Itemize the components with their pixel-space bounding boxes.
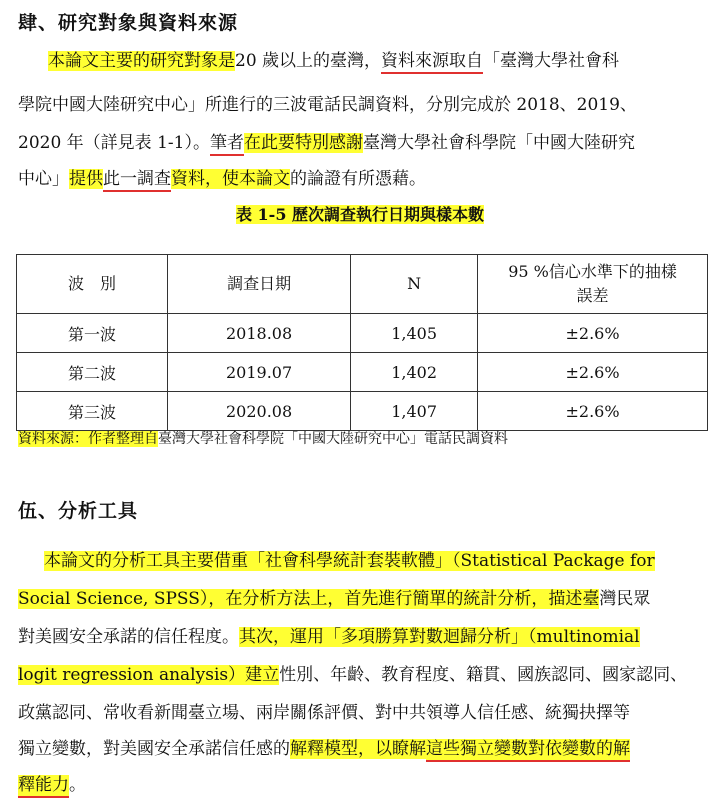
cell-n: 1,405 bbox=[351, 314, 478, 353]
table-row bbox=[17, 314, 708, 353]
text-run: 解釋模型，以瞭解 bbox=[290, 739, 426, 759]
text-run: 學院中國大陸研究中心」所進行的三波電話民調資料，分別完成於 2018、2019、 bbox=[18, 95, 637, 115]
cell-wave: 第二波 bbox=[17, 353, 168, 392]
text-run: 筆者 bbox=[210, 133, 244, 156]
text-run: 臺灣大學社會科學院「中國大陸研究中心」電話民調資料 bbox=[158, 431, 508, 447]
text-run: 獨立變數，對美國安全承諾信任感的 bbox=[18, 739, 290, 759]
cell-n: 1,407 bbox=[351, 392, 478, 431]
text-run: 灣民眾 bbox=[599, 589, 651, 609]
cell-error: ±2.6% bbox=[478, 353, 708, 392]
cell-wave: 第一波 bbox=[17, 314, 168, 353]
survey-table bbox=[16, 254, 708, 431]
cell-wave: 第三波 bbox=[17, 392, 168, 431]
text-run: 的論證有所憑藉。 bbox=[290, 169, 426, 189]
text-run: 20 歲以上的臺灣， bbox=[235, 51, 382, 71]
section-5-heading: 伍、分析工具 bbox=[18, 500, 139, 522]
text-run: 資料，使本論文 bbox=[171, 169, 290, 189]
text-run: 本論文的分析工具主要借重「社會科學統計套裝軟體」（Statistical Package for bbox=[44, 551, 655, 571]
cell-n: 1,402 bbox=[351, 353, 478, 392]
cell-date: 2018.08 bbox=[167, 314, 350, 353]
text-run: 中心」 bbox=[18, 169, 69, 189]
cell-error: ±2.6% bbox=[478, 314, 708, 353]
text-run: 釋能力 bbox=[18, 775, 69, 798]
table-row bbox=[17, 392, 708, 431]
cell-error: ±2.6% bbox=[478, 392, 708, 431]
header-date: 調查日期 bbox=[167, 255, 350, 314]
table-header-row bbox=[17, 255, 708, 314]
text-run: 資料來源：作者整理自 bbox=[18, 431, 158, 447]
text-run: 本論文主要的研究對象是 bbox=[48, 51, 235, 71]
text-run: 2020 年（詳見表 1-1）。 bbox=[18, 133, 210, 153]
table-source bbox=[18, 428, 508, 448]
text-run: 在此要特別感謝 bbox=[243, 133, 363, 153]
table-caption bbox=[0, 202, 720, 225]
text-run: logit regression analysis）建立 bbox=[18, 665, 280, 685]
text-run: 。 bbox=[69, 775, 86, 795]
cell-date: 2020.08 bbox=[167, 392, 350, 431]
table-row bbox=[17, 353, 708, 392]
text-run: 「臺灣大學社會科 bbox=[483, 51, 620, 71]
header-n: N bbox=[351, 255, 478, 314]
text-run: 性別、年齡、教育程度、籍貫、國族認同、國家認同、 bbox=[279, 665, 688, 685]
text-run: 提供 bbox=[69, 169, 103, 189]
cell-date: 2019.07 bbox=[167, 353, 350, 392]
text-run: 此一調查 bbox=[103, 169, 171, 192]
text-run: 這些獨立變數對依變數的解 bbox=[426, 739, 630, 762]
text-run: 資料來源取自 bbox=[381, 51, 483, 74]
caption-text: 表 1-5 歷次調查執行日期與樣本數 bbox=[235, 205, 485, 224]
header-wave: 波 別 bbox=[17, 255, 168, 314]
header-error: 95 %信心水準下的抽樣誤差 bbox=[478, 255, 708, 314]
text-run: 政黨認同、常收看新聞臺立場、兩岸關係評價、對中共領導人信任感、統獨抉擇等 bbox=[18, 703, 630, 723]
text-run: 其次，運用「多項勝算對數迴歸分析」（multinomial bbox=[239, 627, 640, 647]
text-run: 對美國安全承諾的信任程度。 bbox=[18, 627, 239, 647]
text-run: 臺灣大學社會科學院「中國大陸研究 bbox=[362, 133, 635, 153]
text-run: Social Science, SPSS），在分析方法上，首先進行簡單的統計分析，描述臺 bbox=[18, 589, 600, 609]
section-4-heading: 肆、研究對象與資料來源 bbox=[18, 12, 239, 34]
